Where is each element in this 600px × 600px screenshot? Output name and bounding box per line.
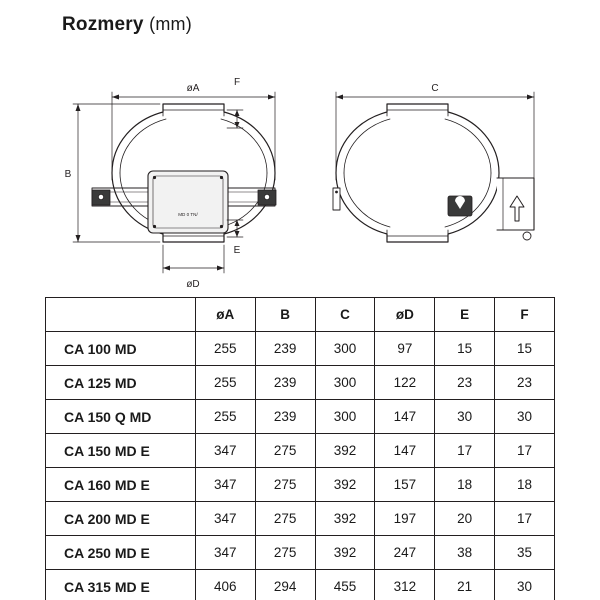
value-e: 38 xyxy=(435,536,495,570)
value-e: 20 xyxy=(435,502,495,536)
technical-drawing xyxy=(0,40,600,295)
shell-side-line-3 xyxy=(344,173,390,227)
value-e: 15 xyxy=(435,332,495,366)
shell-side-line-1 xyxy=(344,119,390,173)
table-row xyxy=(46,468,555,502)
value-d: 157 xyxy=(375,468,435,502)
value-b: 239 xyxy=(255,366,315,400)
model-name: CA 125 MD xyxy=(46,366,196,400)
value-d: 312 xyxy=(375,570,435,600)
left-view xyxy=(92,104,276,242)
dim-E-arrow-bottom xyxy=(235,231,240,237)
dim-B-arrow-bottom xyxy=(76,235,81,242)
dim-F-arrow-bottom xyxy=(235,122,240,128)
table-row xyxy=(46,502,555,536)
value-a: 347 xyxy=(195,502,255,536)
dim-F-arrow-top xyxy=(235,110,240,116)
value-c: 392 xyxy=(315,502,375,536)
value-f: 30 xyxy=(495,570,555,600)
terminal-box-screw-tr xyxy=(220,176,223,179)
value-b: 294 xyxy=(255,570,315,600)
bracket-hole-right xyxy=(264,194,269,199)
shell-line-1 xyxy=(120,119,166,173)
dim-label-B: B xyxy=(64,169,72,180)
value-f: 35 xyxy=(495,536,555,570)
table-row xyxy=(46,536,555,570)
value-a: 347 xyxy=(195,434,255,468)
table-row xyxy=(46,332,555,366)
value-c: 300 xyxy=(315,366,375,400)
table-header-a: øA xyxy=(195,298,255,332)
value-f: 17 xyxy=(495,502,555,536)
drawing-svg xyxy=(0,40,600,295)
value-a: 347 xyxy=(195,536,255,570)
dim-C-arrow-right xyxy=(527,95,534,100)
value-a: 255 xyxy=(195,332,255,366)
value-d: 147 xyxy=(375,400,435,434)
motor-label: MD 0 TN/ xyxy=(178,212,198,217)
page-title-text: Rozmery xyxy=(62,14,144,35)
dim-B-arrow-top xyxy=(76,104,81,111)
value-e: 17 xyxy=(435,434,495,468)
outlet-screw xyxy=(523,232,531,240)
value-c: 392 xyxy=(315,434,375,468)
right-view xyxy=(333,104,534,242)
value-b: 275 xyxy=(255,468,315,502)
table-header-b: B xyxy=(255,298,315,332)
value-c: 300 xyxy=(315,332,375,366)
model-name: CA 100 MD xyxy=(46,332,196,366)
dimensions-table xyxy=(45,297,555,600)
model-name: CA 250 MD E xyxy=(46,536,196,570)
value-c: 300 xyxy=(315,400,375,434)
value-f: 17 xyxy=(495,434,555,468)
housing-outline-side xyxy=(336,104,499,242)
value-e: 18 xyxy=(435,468,495,502)
value-f: 18 xyxy=(495,468,555,502)
value-d: 197 xyxy=(375,502,435,536)
shell-side-line-2 xyxy=(445,119,491,173)
dim-label-F: F xyxy=(233,77,241,88)
value-e: 30 xyxy=(435,400,495,434)
dim-label-D: øD xyxy=(186,279,200,290)
value-f: 15 xyxy=(495,332,555,366)
dim-D-arrow-bottom xyxy=(217,266,224,271)
value-a: 406 xyxy=(195,570,255,600)
table-row xyxy=(46,434,555,468)
shell-line-2 xyxy=(221,119,267,173)
value-a: 255 xyxy=(195,366,255,400)
table-header-corner xyxy=(46,298,196,332)
table-row xyxy=(46,366,555,400)
value-b: 275 xyxy=(255,434,315,468)
table-row xyxy=(46,570,555,600)
value-e: 21 xyxy=(435,570,495,600)
value-a: 255 xyxy=(195,400,255,434)
table-header-c: C xyxy=(315,298,375,332)
value-b: 275 xyxy=(255,502,315,536)
table-row xyxy=(46,400,555,434)
model-name: CA 200 MD E xyxy=(46,502,196,536)
terminal-box-screw-bl xyxy=(153,225,156,228)
value-d: 247 xyxy=(375,536,435,570)
value-b: 275 xyxy=(255,536,315,570)
model-name: CA 150 MD E xyxy=(46,434,196,468)
dim-A-arrow-right xyxy=(268,95,275,100)
model-name: CA 160 MD E xyxy=(46,468,196,502)
value-f: 30 xyxy=(495,400,555,434)
value-e: 23 xyxy=(435,366,495,400)
value-d: 147 xyxy=(375,434,435,468)
value-d: 97 xyxy=(375,332,435,366)
table-header-row xyxy=(46,298,555,332)
side-bracket-hole xyxy=(335,191,338,194)
value-d: 122 xyxy=(375,366,435,400)
dim-A-arrow-left xyxy=(112,95,119,100)
dim-D-arrow-left xyxy=(163,266,170,271)
value-a: 347 xyxy=(195,468,255,502)
table-header-d: øD xyxy=(375,298,435,332)
value-b: 239 xyxy=(255,400,315,434)
page-title xyxy=(62,14,192,36)
table-header-e: E xyxy=(435,298,495,332)
value-f: 23 xyxy=(495,366,555,400)
dim-label-E: E xyxy=(233,245,241,256)
value-c: 392 xyxy=(315,536,375,570)
model-name: CA 315 MD E xyxy=(46,570,196,600)
page-title-unit: (mm) xyxy=(149,14,192,34)
terminal-box xyxy=(148,171,228,233)
dim-C-arrow-left xyxy=(336,95,343,100)
table-header-f: F xyxy=(495,298,555,332)
dim-label-A: øA xyxy=(186,83,200,94)
model-name: CA 150 Q MD xyxy=(46,400,196,434)
value-b: 239 xyxy=(255,332,315,366)
dim-label-C: C xyxy=(431,83,439,94)
dim-E-arrow-top xyxy=(235,220,240,226)
value-c: 455 xyxy=(315,570,375,600)
terminal-box-screw-br xyxy=(220,225,223,228)
bracket-hole-left xyxy=(98,194,103,199)
value-c: 392 xyxy=(315,468,375,502)
right-view-dimensions xyxy=(336,92,534,180)
terminal-box-screw-tl xyxy=(153,176,156,179)
